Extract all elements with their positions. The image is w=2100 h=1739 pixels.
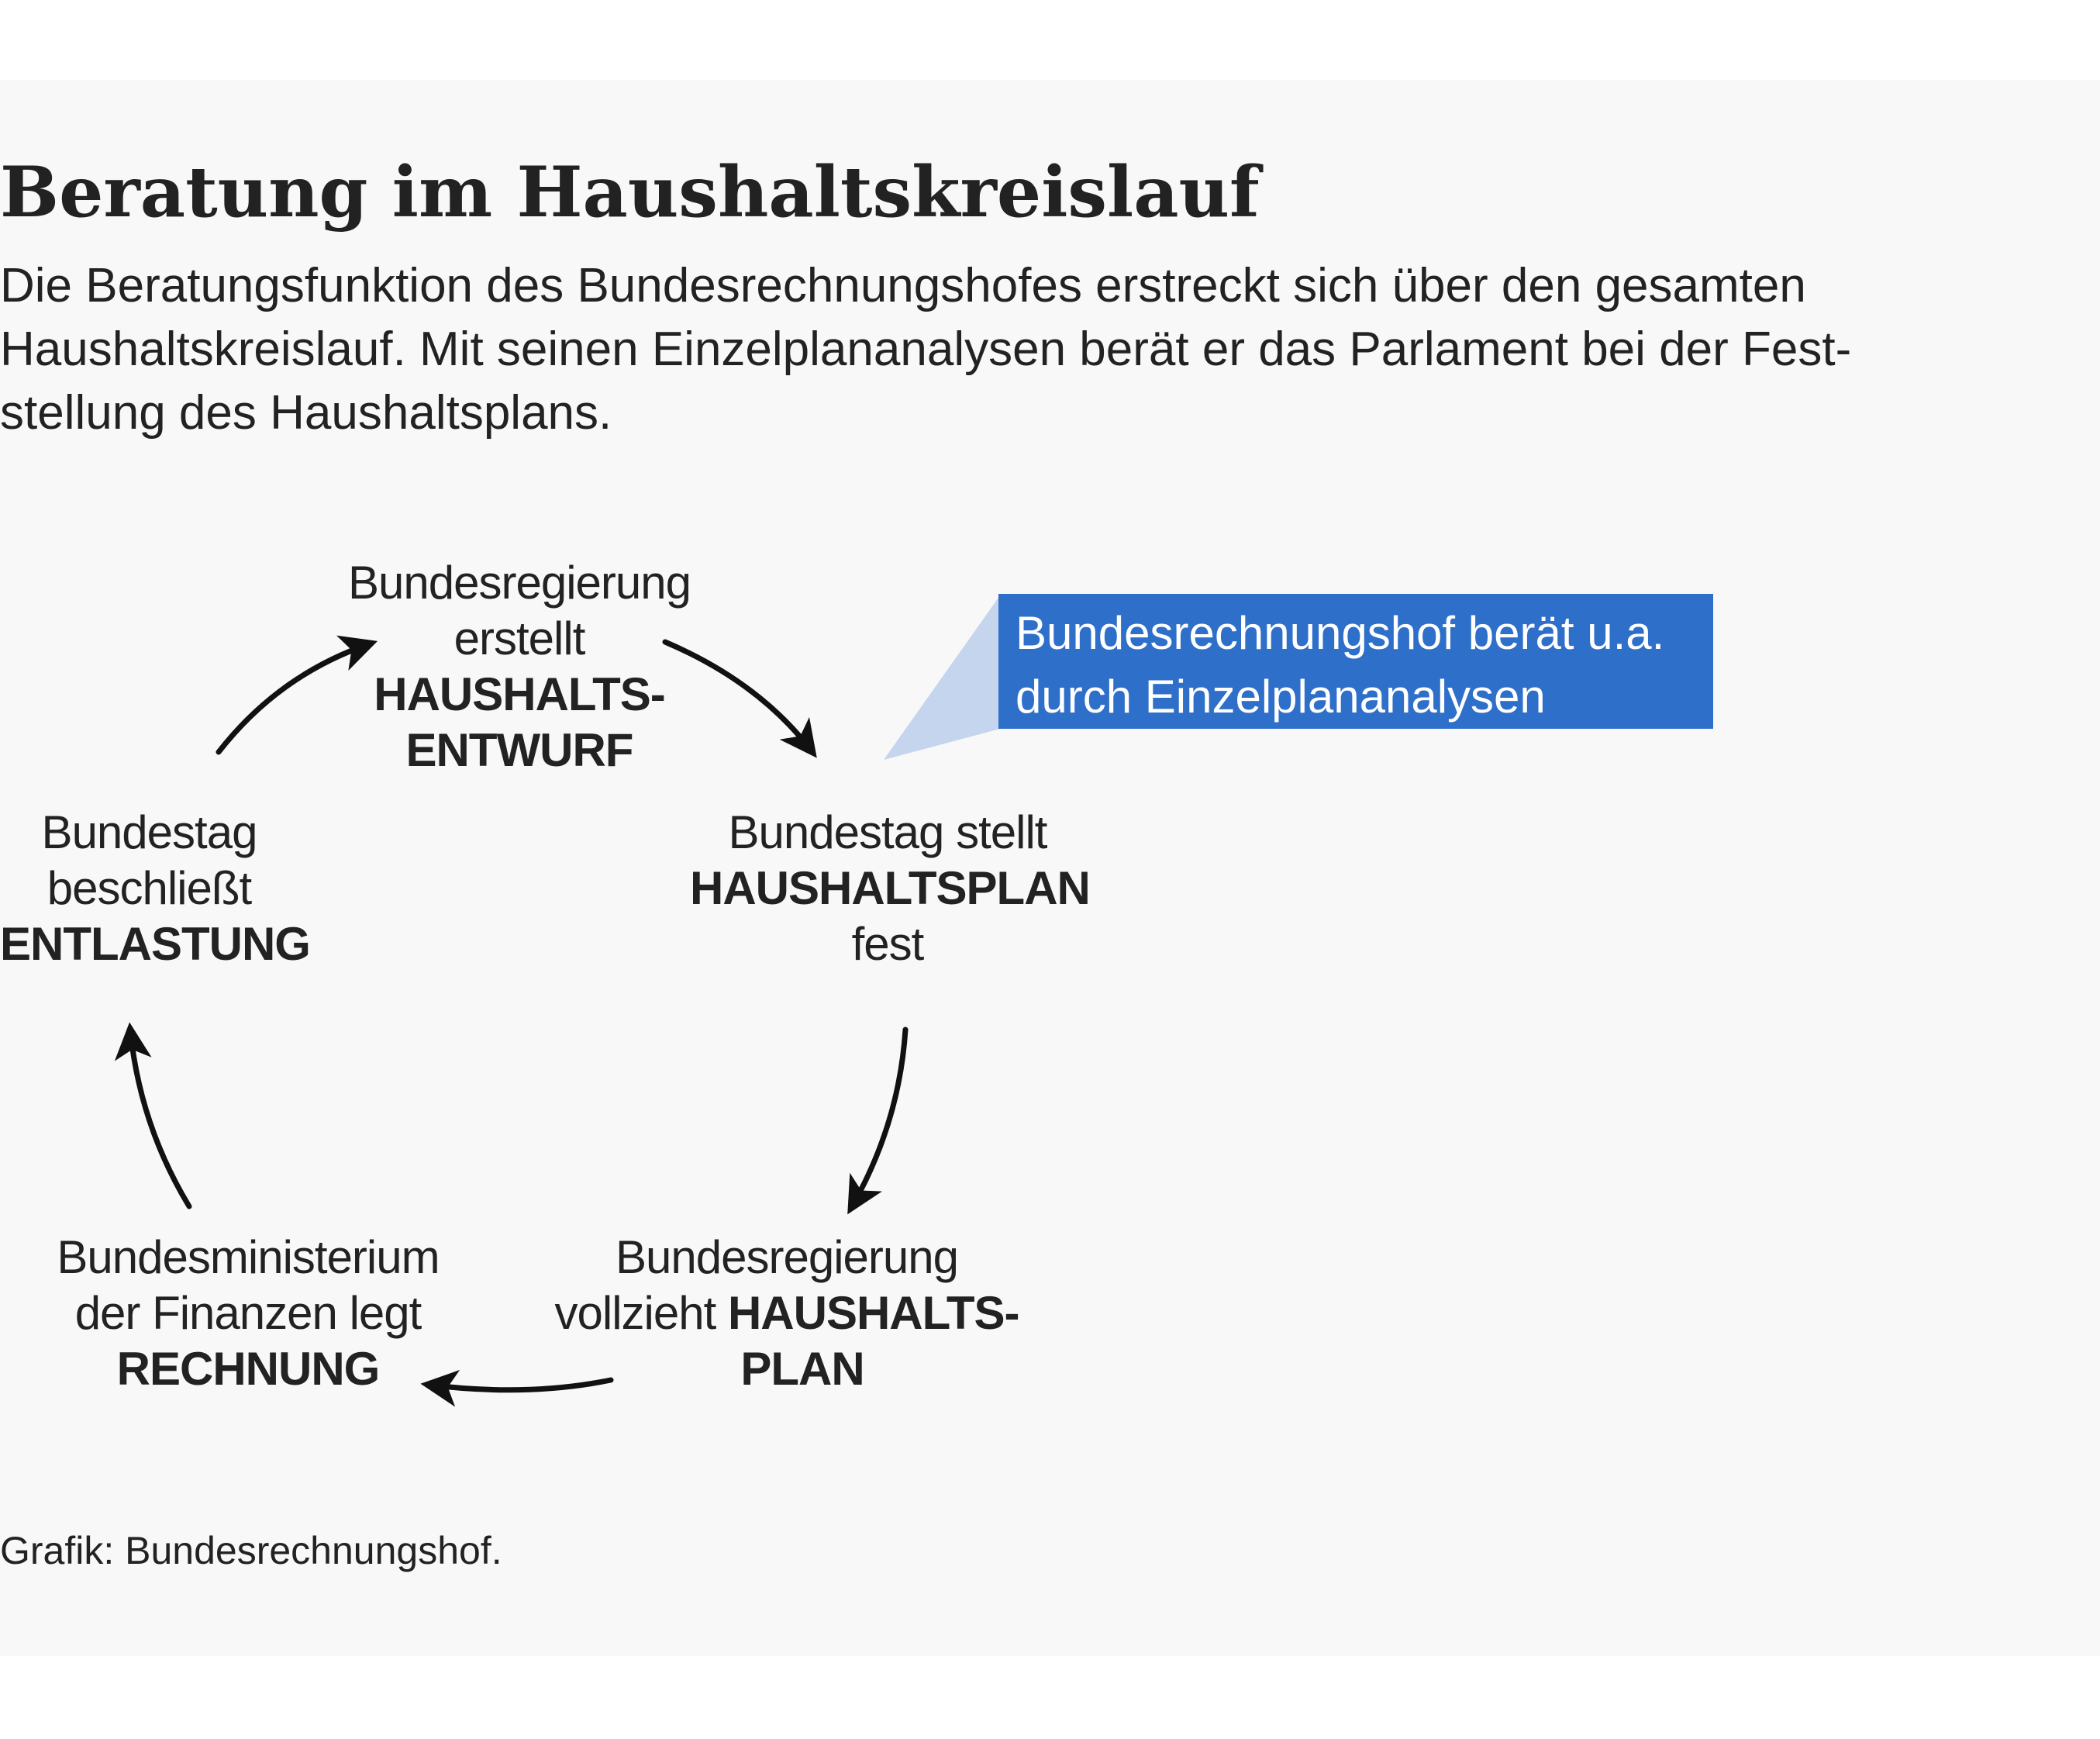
node-text: Bundestag stellt [728,806,1047,858]
node-text: der Finanzen legt [74,1287,422,1339]
arrow-feststellung-to-vollzug [851,1030,905,1208]
callout-line: durch Einzelplananalysen [1016,671,1546,723]
node-text: vollzieht [554,1287,728,1339]
node-keyword: HAUSHALTSPLAN [690,862,1090,914]
node-text: Bundesregierung [347,557,691,609]
node-keyword: HAUSHALTS- [374,668,665,720]
node-haushaltsplan-feststellung [690,805,1090,972]
subtitle-line: stellung des Haushaltsplans. [0,386,612,440]
arrow-rechnung-to-entlastung [130,1030,189,1206]
node-haushaltsentwurf [341,555,698,778]
node-keyword: ENTWURF [405,724,633,776]
node-text: erstellt [453,612,585,664]
node-text: beschließt [47,862,252,914]
node-entlastung [0,805,310,972]
node-haushaltsvollzug [535,1230,1039,1397]
node-text: fest [851,918,924,970]
node-keyword: HAUSHALTS- [727,1287,1019,1339]
subtitle-line: Haushaltskreislauf. Mit seinen Einzelplananalysen berät er das Parlament bei der Fest- [0,323,1852,376]
callout-tail [884,595,1000,760]
source-note: Grafik: Bundesrechnungshof. [0,1529,502,1572]
node-rechnung [23,1230,473,1397]
page-title: Beratung im Haushaltskreislauf [0,151,1260,233]
node-text: Bundesregierung [615,1231,958,1283]
callout-line: Bundesrechnungshof berät u.a. [1016,607,1665,659]
callout-box [998,594,1713,729]
callout-text [1016,602,1664,729]
node-text: Bundesministerium [57,1231,440,1283]
node-keyword: PLAN [740,1343,864,1395]
node-keyword: ENTLASTUNG [0,918,310,970]
node-keyword: RECHNUNG [116,1343,380,1395]
subtitle-line: Die Beratungsfunktion des Bundesrechnungshofes erstreckt sich über den gesamten [0,259,1806,312]
node-text: Bundestag [41,806,257,858]
